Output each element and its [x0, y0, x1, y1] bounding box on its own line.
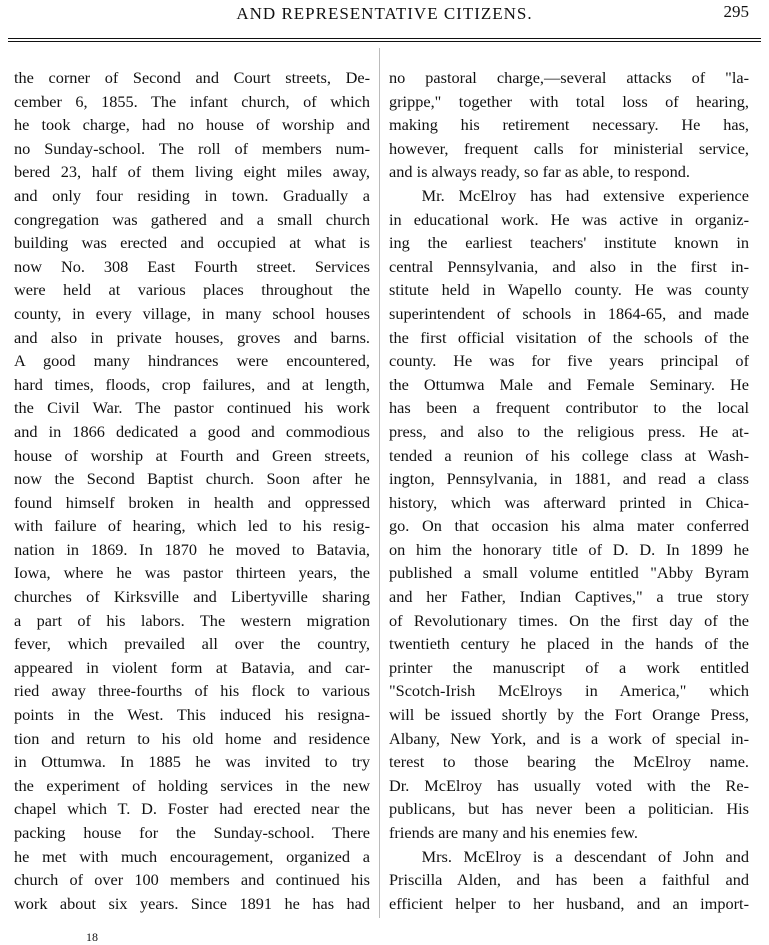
text-line: packing house for the Sunday-school. There: [14, 823, 370, 842]
text-line: printer the manuscript of a work entitled: [389, 657, 749, 677]
text-line: and also in private houses, groves and barns.: [14, 327, 370, 347]
text-line: tended a reunion of his college class at Wash-: [389, 445, 749, 465]
text-line: with failure of hearing, which led to his resig-: [14, 516, 370, 536]
text-line: house of worship at Fourth and Green streets,: [14, 445, 370, 465]
text-line: fever, which prevailed all over the country,: [14, 634, 370, 654]
text-line: history, which was afterward printed in Chica-: [389, 492, 749, 512]
text-line: Iowa, where he was pastor thirteen years, the: [14, 563, 370, 583]
text-line: ington, Pennsylvania, in 1881, and read a class: [389, 469, 749, 489]
text-line: points in the West. This induced his resigna-: [14, 705, 370, 725]
text-line: "Scotch-Irish McElroys in America," which: [389, 681, 749, 701]
text-line: Mrs. McElroy is a descendant of John and: [421, 846, 749, 866]
column-divider: [379, 48, 380, 918]
text-line: and is always ready, so far as able, to respond.: [389, 162, 690, 182]
text-line: he took charge, had no house of worship and: [14, 115, 370, 135]
text-line: Mr. McElroy has had extensive experience: [421, 185, 749, 205]
text-line: a part of his labors. The western migration: [14, 610, 370, 630]
text-line: churches of Kirksville and Libertyville sharing: [14, 587, 370, 607]
text-line: now the Second Baptist church. Soon after he: [14, 469, 370, 489]
text-line: church of over 100 members and continued his: [14, 870, 370, 890]
text-line: found himself broken in health and oppressed: [14, 492, 370, 512]
text-line: no Sunday-school. The roll of members num-: [14, 138, 370, 158]
text-line: hard times, floods, crop failures, and at length,: [14, 374, 370, 394]
text-line: work about six years. Since 1891 he has had: [14, 893, 370, 913]
text-line: county. He was for five years principal of: [389, 351, 749, 371]
text-line: now No. 308 East Fourth street. Services: [14, 256, 370, 276]
header-rule: [8, 38, 761, 42]
text-line: Priscilla Alden, and has been a faithful and: [389, 870, 749, 890]
running-title: AND REPRESENTATIVE CITIZENS.: [236, 4, 533, 23]
text-line: county, in every village, in many school houses: [14, 303, 370, 323]
text-line: of Revolutionary times. On the first day of the: [389, 610, 749, 630]
text-line: stitute held in Wapello county. He was county: [389, 280, 749, 300]
text-line: he met with much encouragement, organized a: [14, 846, 370, 866]
text-line: ing the earliest teachers' institute known in: [389, 233, 749, 253]
text-line: efficient helper to her husband, and an import-: [389, 893, 749, 913]
text-line: nation in 1869. In 1870 he moved to Batavia,: [14, 539, 370, 559]
page-number: 295: [723, 2, 749, 21]
text-line: go. On that occasion his alma mater conferred: [389, 516, 749, 536]
text-line: friends are many and his enemies few.: [389, 823, 638, 842]
text-line: bered 23, half of them living eight miles away,: [14, 162, 370, 182]
text-line: tion and return to his old home and residence: [14, 728, 370, 748]
text-line: central Pennsylvania, and also in the first in-: [389, 256, 749, 276]
text-line: however, frequent calls for ministerial service,: [389, 138, 749, 158]
text-line: and only four residing in town. Gradually a: [14, 185, 370, 205]
text-line: press, and also to the religious press. He at-: [389, 421, 749, 441]
text-line: making his retirement necessary. He has,: [389, 115, 749, 135]
signature-mark: 18: [86, 930, 98, 944]
text-line: publicans, but has never been a politician. His: [389, 799, 749, 819]
text-line: has been a frequent contributor to the local: [389, 398, 749, 418]
text-line: on him the honorary title of D. D. In 1899 he: [389, 539, 749, 559]
text-line: Dr. McElroy has usually voted with the Re-: [389, 775, 749, 795]
text-line: building was erected and occupied at what is: [14, 233, 370, 253]
text-line: the Civil War. The pastor continued his work: [14, 398, 370, 418]
text-line: were held at various places throughout the: [14, 280, 370, 300]
text-line: the experiment of holding services in the new: [14, 775, 370, 795]
text-line: in Ottumwa. In 1885 he was invited to try: [14, 752, 370, 772]
text-line: grippe," together with total loss of hearing,: [389, 91, 749, 111]
text-line: published a small volume entitled "Abby Byram: [389, 563, 749, 583]
text-line: Albany, New York, and is a work of special in-: [389, 728, 749, 748]
text-line: cember 6, 1855. The infant church, of which: [14, 91, 370, 111]
text-line: no pastoral charge,—several attacks of "la-: [389, 68, 749, 87]
text-line: the Ottumwa Male and Female Seminary. He: [389, 374, 749, 394]
text-line: and in 1866 dedicated a good and commodious: [14, 421, 370, 441]
text-line: twentieth century he placed in the hands of the: [389, 634, 749, 654]
text-line: A good many hindrances were encountered,: [14, 351, 370, 371]
text-line: ried away three-fourths of his flock to various: [14, 681, 370, 701]
text-line: will be issued shortly by the Fort Orange Press,: [389, 705, 749, 725]
text-line: the corner of Second and Court streets, De-: [14, 68, 370, 87]
page-header: [0, 0, 769, 40]
text-line: the first official visitation of the schools of the: [389, 327, 749, 347]
text-line: terest to those bearing the McElroy name.: [389, 752, 749, 772]
text-line: appeared in violent form at Batavia, and car-: [14, 657, 370, 677]
text-line: in educational work. He was active in organiz-: [389, 209, 749, 229]
text-line: congregation was gathered and a small church: [14, 209, 370, 229]
left-column: [14, 66, 370, 915]
right-column: [389, 66, 749, 915]
text-line: and her Father, Indian Captives," a true story: [389, 587, 749, 607]
text-line: superintendent of schools in 1864-65, and made: [389, 303, 749, 323]
text-line: chapel which T. D. Foster had erected near the: [14, 799, 370, 819]
